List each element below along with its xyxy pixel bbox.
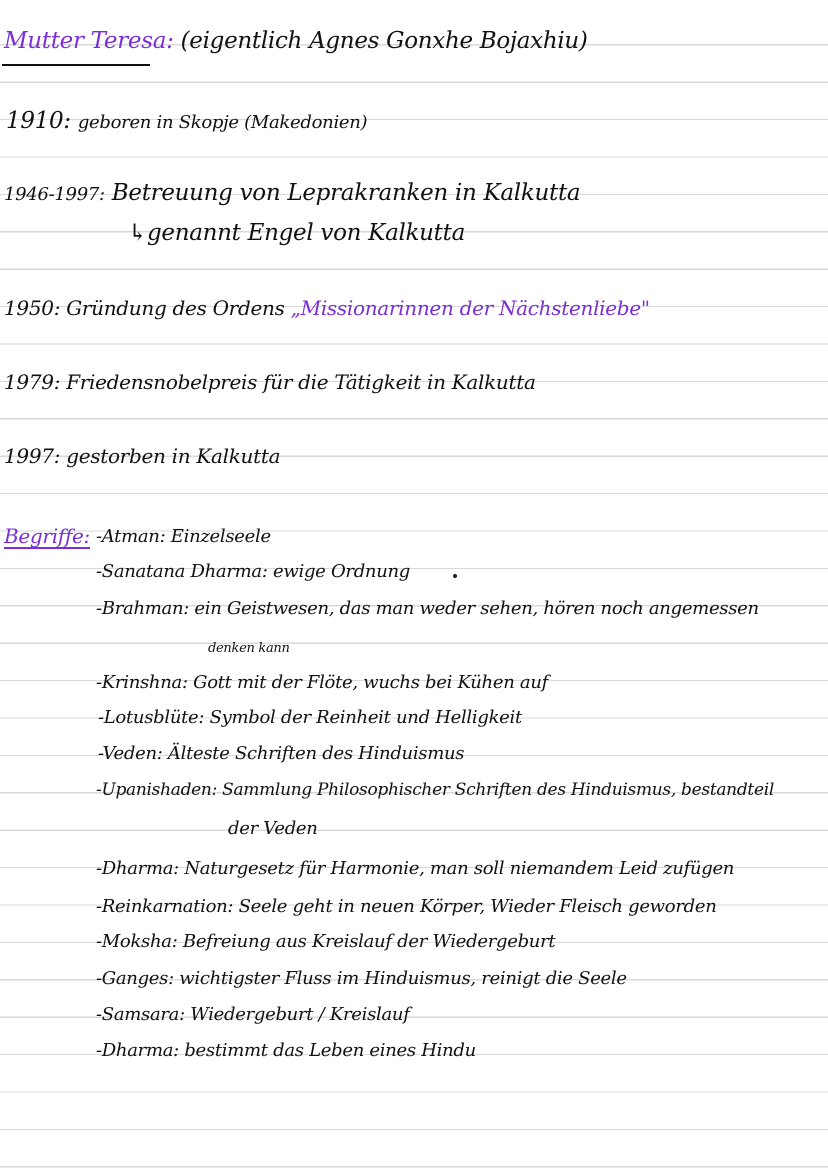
title-underline [2,64,150,66]
entry-subtext: ↳genannt Engel von Kalkutta [128,220,465,246]
term-item: -Upanishaden: Sammlung Philosophischer Schriften des Hinduismus, bestandteil [96,780,774,800]
title-text: (eigentlich Agnes Gonxhe Bojaxhiu) [180,28,588,54]
term-item: -Samsara: Wiedergeburt / Kreislauf [96,1004,410,1025]
timeline-entry [4,370,536,394]
term-item: -Sanatana Dharma: ewige Ordnung [96,561,411,582]
timeline-entry [4,444,280,468]
term-item: -Veden: Älteste Schriften des Hinduismus [98,743,465,764]
term-item: -Atman: Einzelseele [96,526,271,547]
timeline-subentry [128,220,465,246]
order-name: „Missionarinnen der Nächstenliebe" [290,296,650,320]
term-item: -Dharma: Naturgesetz für Harmonie, man soll niemandem Leid zufügen [96,858,735,879]
term-item-continuation: denken kann [208,641,290,656]
term-item: -Dharma: bestimmt das Leben eines Hindu [96,1040,476,1061]
timeline-entry [4,296,650,320]
year: 1997: [4,444,61,468]
term-item: -Ganges: wichtigster Fluss im Hinduismus, reinigt die Seele [96,968,627,989]
term-item: -Moksha: Befreiung aus Kreislauf der Wiedergeburt [96,931,556,952]
page-title [4,28,588,54]
year: 1910: [6,108,71,134]
timeline-entry [6,108,367,134]
term-item: -Brahman: ein Geistwesen, das man weder sehen, hören noch angemessen [96,598,759,619]
term-item: -Reinkarnation: Seele geht in neuen Körper, Wieder Fleisch geworden [96,896,717,917]
term-item: -Lotusblüte: Symbol der Reinheit und Helligkeit [98,707,522,728]
entry-text: Gründung des Ordens [66,296,285,320]
year: 1950: [4,296,61,320]
year: 1979: [4,370,61,394]
title-label: Mutter Teresa: [4,28,174,54]
term-item-continuation: der Veden [228,818,318,839]
entry-text: gestorben in Kalkutta [66,444,281,468]
timeline-entry [4,180,580,206]
entry-text: Friedensnobelpreis für die Tätigkeit in Kalkutta [66,370,536,394]
begriffe-heading: Begriffe: [4,524,90,548]
term-item: -Krinshna: Gott mit der Flöte, wuchs bei Kühen auf [96,672,548,693]
year: 1946-1997: [4,184,105,205]
stray-dot [453,574,457,578]
entry-text: geboren in Skopje (Makedonien) [77,112,368,133]
entry-text: Betreuung von Leprakranken in Kalkutta [111,180,581,206]
